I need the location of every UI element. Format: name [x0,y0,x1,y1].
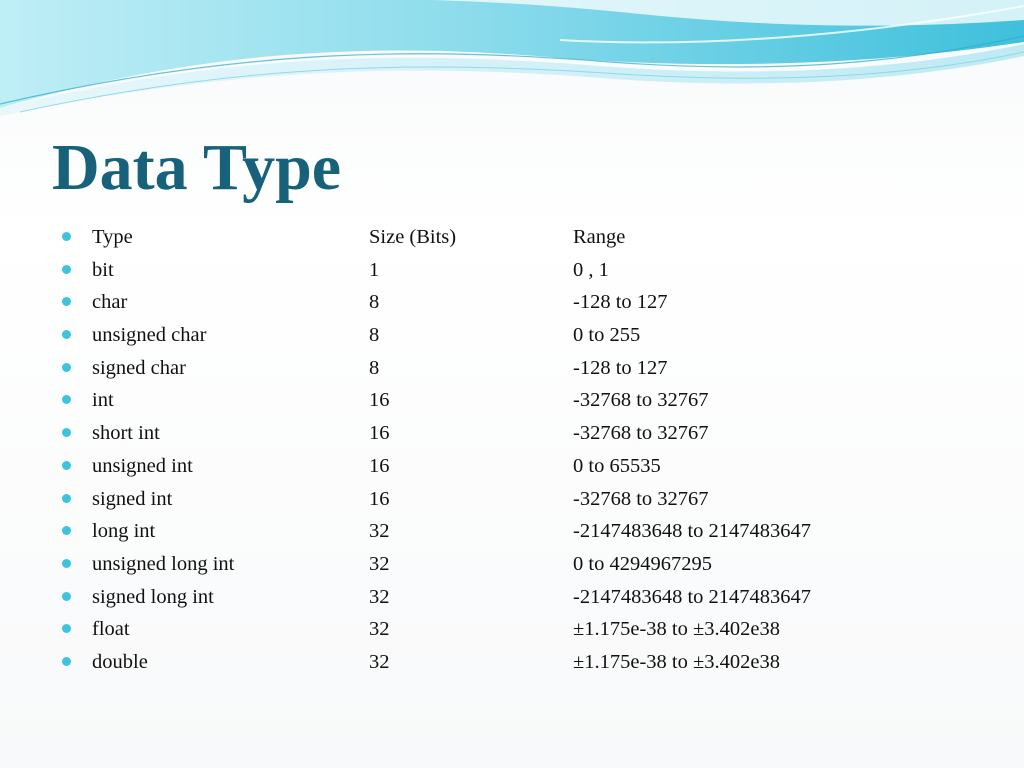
bullet-icon [62,461,71,470]
table-row [60,515,960,548]
range-cell: 0 to 4294967295 [573,552,712,575]
table-row [60,286,960,319]
size-cell: 16 [369,389,390,412]
bullet-icon [62,592,71,601]
table-row [60,613,960,646]
bullet-icon [62,297,71,306]
size-cell: 8 [369,291,380,314]
table-header-row [60,221,960,254]
range-cell: 0 to 65535 [573,454,661,477]
bullet-icon [62,657,71,666]
table-row [60,548,960,581]
bullet-icon [62,395,71,404]
range-cell: -32768 to 32767 [573,487,709,510]
size-cell: 16 [369,422,390,445]
size-cell: 8 [369,324,380,347]
table-row [60,352,960,385]
type-cell: Type [92,226,133,248]
table-row [60,483,960,516]
size-cell: 16 [369,454,390,477]
slide-title: Data Type [52,131,342,204]
data-type-table [60,221,960,679]
table-row [60,319,960,352]
range-cell: -32768 to 32767 [573,389,709,412]
type-cell: unsigned char [92,324,207,347]
bullet-icon [62,526,71,535]
size-cell: 32 [369,585,390,608]
size-cell: 16 [369,487,390,510]
range-cell: -128 to 127 [573,356,668,379]
type-cell: bit [92,258,114,281]
range-cell: 0 to 255 [573,324,641,347]
type-cell: signed int [92,487,173,510]
size-cell: 1 [369,258,380,281]
type-cell: unsigned long int [92,552,235,575]
bullet-icon [62,232,71,241]
type-cell: unsigned int [92,454,193,477]
table-row [60,417,960,450]
size-cell: 32 [369,552,390,575]
type-cell: char [92,291,128,314]
size-cell: 32 [369,520,390,543]
range-cell: 0 , 1 [573,258,609,281]
size-cell: 32 [369,650,390,673]
type-cell: short int [92,422,160,445]
header-wave-decoration [0,0,1024,130]
type-cell: signed long int [92,585,214,608]
table-row [60,646,960,679]
type-cell: int [92,389,114,412]
table-row [60,384,960,417]
size-cell: Size (Bits) [369,226,457,248]
size-cell: 8 [369,356,380,379]
range-cell: ±1.175e-38 to ±3.402e38 [573,650,780,673]
type-cell: float [92,618,130,641]
table-row [60,450,960,483]
range-cell: Range [573,226,626,248]
range-cell: -2147483648 to 2147483647 [573,585,812,608]
type-cell: double [92,650,148,673]
range-cell: -2147483648 to 2147483647 [573,520,812,543]
bullet-icon [62,559,71,568]
type-cell: signed char [92,356,186,379]
range-cell: -32768 to 32767 [573,422,709,445]
size-cell: 32 [369,618,390,641]
table-row [60,581,960,614]
bullet-icon [62,363,71,372]
range-cell: ±1.175e-38 to ±3.402e38 [573,618,780,641]
range-cell: -128 to 127 [573,291,668,314]
table-row [60,254,960,287]
bullet-icon [62,494,71,503]
bullet-icon [62,428,71,437]
bullet-icon [62,265,71,274]
bullet-icon [62,330,71,339]
bullet-icon [62,624,71,633]
type-cell: long int [92,520,156,543]
